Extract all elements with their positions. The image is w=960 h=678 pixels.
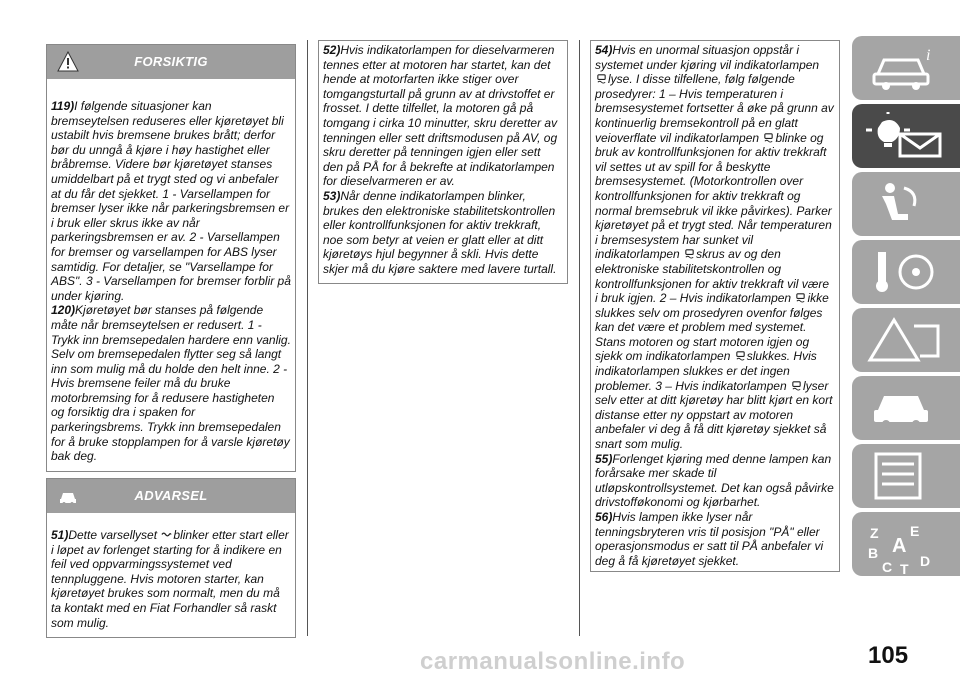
glow-plug-icon bbox=[161, 529, 172, 540]
para-number: 120) bbox=[51, 303, 76, 318]
specs-list-icon bbox=[864, 452, 948, 500]
page-number: 105 bbox=[868, 642, 909, 669]
paragraph-54 bbox=[595, 43, 835, 452]
tab-maintenance[interactable] bbox=[852, 376, 960, 440]
column-divider bbox=[307, 40, 308, 636]
tab-index[interactable] bbox=[852, 512, 960, 576]
middle-body bbox=[319, 41, 567, 279]
car-notice-icon bbox=[57, 485, 79, 507]
notice-banner bbox=[47, 479, 295, 513]
stability-control-icon bbox=[791, 380, 802, 391]
para-number: 53) bbox=[323, 188, 341, 203]
para-number: 51) bbox=[51, 528, 69, 542]
paragraph-53 bbox=[323, 189, 563, 277]
index-letter: D bbox=[920, 553, 931, 569]
index-letter: C bbox=[882, 559, 893, 575]
stability-control-icon bbox=[684, 248, 695, 259]
para-number: 55) bbox=[595, 451, 613, 466]
paragraph-55 bbox=[595, 452, 835, 510]
tab-safety[interactable] bbox=[852, 172, 960, 236]
para-text: skrus av og den elektroniske stabilitetskontrollen og kontrollfunksjonen for aktiv trekkraft vil være i bruk igjen. 2 – Hvis indikatorlampen bbox=[595, 247, 830, 306]
notice-title: ADVARSEL bbox=[134, 487, 208, 503]
para-text: Dette varsellyset bbox=[68, 528, 158, 542]
column-divider bbox=[579, 40, 580, 636]
index-letter: T bbox=[900, 561, 909, 576]
para-text: blinke og bruk av kontrollfunksjonen for aktiv trekkraft vil settes ut av spill for å beskytte bremsesystemet. (Motorkontrollen over kontrollfunksjonen for aktiv trekkraft og normal bremsebruk vil ikke påvirkes). Parker kjøretøyet på et trygt sted. Når temperaturen i bremsesystem har sunket vil indikatorlampen bbox=[595, 130, 832, 262]
right-box bbox=[590, 40, 840, 572]
right-body bbox=[591, 41, 839, 570]
para-text: Hvis indikatorlampen for dieselvarmeren tennes etter at motoren har startet, kan det hende at motorfarten ikke stiger over tomgangsturtall på grunn av at drivstoffet er frosset. I dette tilfellet, la motoren gå på tomgang i cirka 10 minutter, skru deretter av tenningen eller sett driftsmodusen på AV, og skru deretter på tenningen igjen eller sett den på PÅ for å bekrefte at indikatorlampen for dieselvarmeren er av. bbox=[323, 43, 558, 189]
seat-airbag-icon bbox=[864, 180, 948, 228]
para-text: lyser selv etter at ditt kjøretøy har blitt kjørt en kort distanse etter ny oppstart av motoren anbefaler vi deg å få ditt kjøretøy sjekket så snart som mulig. bbox=[595, 378, 833, 452]
tab-starting-driving[interactable] bbox=[852, 240, 960, 304]
stability-control-icon bbox=[795, 292, 806, 303]
index-letters-icon bbox=[864, 520, 948, 576]
tab-technical-data[interactable] bbox=[852, 444, 960, 508]
stability-control-icon bbox=[596, 73, 607, 84]
index-letter: A bbox=[892, 535, 907, 557]
warning-box bbox=[46, 44, 296, 472]
tab-emergency[interactable] bbox=[852, 308, 960, 372]
paragraph-52 bbox=[323, 43, 563, 189]
paragraph-56 bbox=[595, 510, 835, 568]
para-number: 56) bbox=[595, 510, 613, 524]
warning-banner bbox=[47, 45, 295, 79]
para-text: Når denne indikatorlampen blinker, brukes den elektroniske stabilitetskontrollen eller kontrollfunksjonen for aktiv trekkraft, noe som betyr at veien er glatt eller at ditt kjøretøys hjul begynner å skli. Hvis dette skjer må du kjøre saktere med lavere turtall. bbox=[323, 188, 557, 276]
para-text: Kjøretøyet bør stanses på følgende måte når bremseytelsen er redusert. 1 - Trykk inn bremsepedalen hardere enn vanlig. Selv om bremsepedalen flytter seg så langt inn som mulig må du holde den helt inne. 2 - Hvis bremsene feiler må du bruke motorbremsing for å redusere hastigheten og forsiktig dra i spaken for parkeringsbrems. Trykk inn bremsepedalen for å bruke stopplampen for å varsle kjøretøy bak deg. bbox=[51, 303, 291, 464]
warning-light-message-icon bbox=[864, 112, 948, 160]
warning-triangle-icon bbox=[864, 316, 948, 364]
para-text: I følgende situasjoner kan bremseytelsen reduseres eller kjøretøyet bli ustabilt hvis bremsene brukes brått; derfor bør du unngå å kjøre i høy hastighet eller bråbremse. Videre bør kjøretøyet stanses umiddelbart på et trygt sted og vi anbefaler at du får det sjekket. 1 - Varsellampen for bremser lyser ikke når parkeringsbremsen er i bruk eller skrus ikke av når parkeringsbremsen er av. 2 - Varsellampen for bremser og varsellampen for ABS lyser samtidig. For detaljer, se "Varsellampe for ABS". 3 - Varsellampen for bremser forblir på under kjøring. bbox=[51, 99, 291, 303]
middle-box bbox=[318, 40, 568, 284]
svg-text:i: i bbox=[926, 47, 931, 64]
para-text: Hvis lampen ikke lyser når tenningsbryteren vris til posisjon "PÅ" eller operasjonsmodus er satt til PÅ anbefaler vi deg å få kjøretøyet sjekket. bbox=[595, 510, 824, 568]
warning-title: FORSIKTIG bbox=[134, 53, 208, 69]
para-text: slukkes. Hvis indikatorlampen slukkes er det ingen problemer. 3 – Hvis indikatorlampen bbox=[595, 349, 817, 393]
para-text: lyse. I disse tilfellene, følg følgende prosedyrer: 1 – Hvis temperaturen i bremsesystemet fortsetter å øke på grunn av kontinuerlig bremsekontroll på en glatt veioverflate vil indikatorlampen bbox=[595, 72, 834, 145]
car-info-icon bbox=[864, 44, 948, 92]
para-text: Hvis en unormal situasjon oppstår i systemet under kjøring vil indikatorlampen bbox=[595, 43, 820, 72]
notice-body bbox=[47, 513, 295, 632]
index-letter: Z bbox=[870, 525, 879, 541]
para-number: 119) bbox=[51, 99, 75, 113]
index-letter: B bbox=[868, 545, 879, 561]
warning-body bbox=[47, 79, 295, 466]
notice-box bbox=[46, 478, 296, 638]
warning-triangle-icon bbox=[57, 51, 79, 73]
tab-car-info[interactable] bbox=[852, 36, 960, 100]
paragraph-119 bbox=[51, 99, 291, 303]
watermark: carmanualsonline.info bbox=[420, 648, 686, 675]
car-service-icon bbox=[864, 384, 948, 432]
paragraph-120 bbox=[51, 303, 291, 464]
stability-control-icon bbox=[735, 350, 746, 361]
para-text: Forlenget kjøring med denne lampen kan forårsake mer skade til utløpskontrollsystemet. Det kan også påvirke drivstofføkonomi og kjørbarhet. bbox=[595, 451, 834, 510]
para-text: ikke slukkes selv om prosedyren ovenfor følges kan det være et problem med systemet. Stans motoren og start motoren igjen og sjekk om indikatorlampen bbox=[595, 291, 829, 364]
para-text: blinker etter start eller i løpet av forlenget starting for å indikere en feil ved oppvarmingssystemet ved tennpluggene. Hvis motoren starter, kan kjøretøyet brukes som normalt, men du må ta kontakt med en Fiat Forhandler så raskt som mulig. bbox=[51, 528, 289, 630]
index-letter: E bbox=[910, 523, 920, 539]
tab-warning-lights[interactable] bbox=[852, 104, 960, 168]
paragraph-51 bbox=[51, 528, 291, 630]
para-number: 52) bbox=[323, 43, 341, 57]
key-steering-icon bbox=[864, 248, 948, 296]
stability-control-icon bbox=[763, 132, 774, 143]
para-number: 54) bbox=[595, 43, 613, 57]
